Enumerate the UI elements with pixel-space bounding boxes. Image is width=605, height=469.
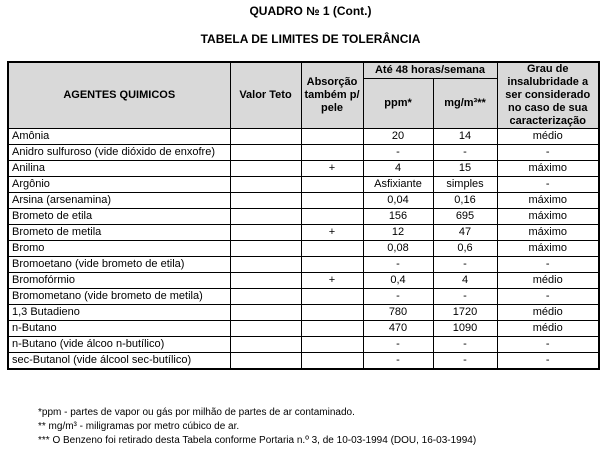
- cell-grau: máximo: [497, 209, 599, 225]
- cell-ppm: 20: [363, 129, 433, 145]
- cell-valor-teto: [230, 145, 301, 161]
- cell-agente: Brometo de etila: [8, 209, 230, 225]
- cell-absorcao-pele: [301, 145, 363, 161]
- cell-agente: Anidro sulfuroso (vide dióxido de enxofre): [8, 145, 230, 161]
- header-ppm: ppm*: [363, 79, 433, 129]
- header-ate-48h: Até 48 horas/semana: [363, 62, 497, 79]
- cell-agente: Brometo de metila: [8, 225, 230, 241]
- cell-ppm: 470: [363, 321, 433, 337]
- cell-agente: Bromometano (vide brometo de metila): [8, 289, 230, 305]
- cell-valor-teto: [230, 241, 301, 257]
- footnote-ppm: *ppm - partes de vapor ou gás por milhão de partes de ar contaminado.: [38, 407, 355, 418]
- cell-mgm3: -: [433, 145, 497, 161]
- table-row: [8, 321, 599, 337]
- cell-grau: máximo: [497, 225, 599, 241]
- cell-valor-teto: [230, 305, 301, 321]
- table-row: [8, 225, 599, 241]
- footnote-benzeno: *** O Benzeno foi retirado desta Tabela conforme Portaria n.º 3, de 10-03-1994 (DOU, 16-03-1994): [38, 435, 477, 446]
- cell-absorcao-pele: [301, 353, 363, 370]
- footnote-mgm3: ** mg/m³ - miligramas por metro cúbico de ar.: [38, 421, 240, 432]
- cell-grau: -: [497, 289, 599, 305]
- cell-agente: Bromo: [8, 241, 230, 257]
- cell-mgm3: 0,6: [433, 241, 497, 257]
- table-row: [8, 273, 599, 289]
- cell-valor-teto: [230, 177, 301, 193]
- cell-ppm: -: [363, 145, 433, 161]
- cell-mgm3: -: [433, 257, 497, 273]
- cell-ppm: 12: [363, 225, 433, 241]
- cell-absorcao-pele: [301, 129, 363, 145]
- cell-valor-teto: [230, 257, 301, 273]
- cell-valor-teto: [230, 129, 301, 145]
- cell-ppm: -: [363, 353, 433, 370]
- cell-ppm: -: [363, 289, 433, 305]
- cell-grau: máximo: [497, 241, 599, 257]
- cell-absorcao-pele: [301, 241, 363, 257]
- cell-grau: -: [497, 337, 599, 353]
- header-agentes: AGENTES QUIMICOS: [8, 62, 230, 129]
- cell-ppm: 0,04: [363, 193, 433, 209]
- cell-valor-teto: [230, 289, 301, 305]
- header-grau: Grau de insalubridade a ser considerado no caso de sua caracterização: [497, 62, 599, 129]
- cell-mgm3: 15: [433, 161, 497, 177]
- cell-mgm3: 14: [433, 129, 497, 145]
- cell-mgm3: 1090: [433, 321, 497, 337]
- table-row: [8, 337, 599, 353]
- cell-agente: Argônio: [8, 177, 230, 193]
- cell-ppm: 0,4: [363, 273, 433, 289]
- header-absorcao: Absorção também p/ pele: [301, 62, 363, 129]
- cell-absorcao-pele: [301, 337, 363, 353]
- cell-agente: 1,3 Butadieno: [8, 305, 230, 321]
- cell-ppm: 156: [363, 209, 433, 225]
- table-row: [8, 241, 599, 257]
- tolerance-table: [7, 61, 600, 370]
- cell-absorcao-pele: [301, 177, 363, 193]
- cell-ppm: Asfixiante: [363, 177, 433, 193]
- cell-absorcao-pele: +: [301, 273, 363, 289]
- cell-absorcao-pele: +: [301, 161, 363, 177]
- cell-agente: Arsina (arsenamina): [8, 193, 230, 209]
- table-row: [8, 193, 599, 209]
- cell-mgm3: 0,16: [433, 193, 497, 209]
- cell-agente: n-Butano: [8, 321, 230, 337]
- cell-mgm3: 4: [433, 273, 497, 289]
- cell-grau: médio: [497, 129, 599, 145]
- cell-agente: Bromofórmio: [8, 273, 230, 289]
- cell-agente: Anilina: [8, 161, 230, 177]
- cell-valor-teto: [230, 321, 301, 337]
- footnotes: [38, 406, 476, 448]
- header-mgm3: mg/m³**: [433, 79, 497, 129]
- table-row: [8, 161, 599, 177]
- cell-grau: -: [497, 177, 599, 193]
- cell-absorcao-pele: [301, 257, 363, 273]
- table-row: [8, 353, 599, 370]
- cell-agente: Amônia: [8, 129, 230, 145]
- cell-mgm3: simples: [433, 177, 497, 193]
- cell-mgm3: -: [433, 337, 497, 353]
- table-title: TABELA DE LIMITES DE TOLERÂNCIA: [200, 32, 421, 46]
- cell-mgm3: 1720: [433, 305, 497, 321]
- cell-absorcao-pele: [301, 321, 363, 337]
- cell-grau: -: [497, 353, 599, 370]
- cell-ppm: -: [363, 337, 433, 353]
- cell-ppm: 780: [363, 305, 433, 321]
- cell-agente: sec-Butanol (vide álcool sec-butílico): [8, 353, 230, 370]
- cell-mgm3: -: [433, 353, 497, 370]
- cell-grau: -: [497, 145, 599, 161]
- cell-valor-teto: [230, 273, 301, 289]
- cell-valor-teto: [230, 161, 301, 177]
- table-row: [8, 145, 599, 161]
- cell-mgm3: 47: [433, 225, 497, 241]
- cell-valor-teto: [230, 337, 301, 353]
- cell-valor-teto: [230, 193, 301, 209]
- cell-mgm3: -: [433, 289, 497, 305]
- table-row: [8, 177, 599, 193]
- page-title: QUADRO № 1 (Cont.): [249, 4, 372, 18]
- cell-agente: Bromoetano (vide brometo de etila): [8, 257, 230, 273]
- table-row: [8, 129, 599, 145]
- cell-absorcao-pele: [301, 305, 363, 321]
- cell-valor-teto: [230, 225, 301, 241]
- header-valor-teto: Valor Teto: [230, 62, 301, 129]
- cell-absorcao-pele: [301, 289, 363, 305]
- table-row: [8, 289, 599, 305]
- table-row: [8, 209, 599, 225]
- cell-valor-teto: [230, 209, 301, 225]
- cell-grau: máximo: [497, 161, 599, 177]
- cell-absorcao-pele: +: [301, 225, 363, 241]
- cell-grau: médio: [497, 321, 599, 337]
- cell-ppm: 0,08: [363, 241, 433, 257]
- cell-agente: n-Butano (vide álcoo n-butílico): [8, 337, 230, 353]
- cell-valor-teto: [230, 353, 301, 370]
- cell-grau: médio: [497, 273, 599, 289]
- cell-ppm: -: [363, 257, 433, 273]
- cell-grau: médio: [497, 305, 599, 321]
- cell-mgm3: 695: [433, 209, 497, 225]
- table-row: [8, 305, 599, 321]
- table-row: [8, 257, 599, 273]
- cell-absorcao-pele: [301, 209, 363, 225]
- cell-ppm: 4: [363, 161, 433, 177]
- cell-absorcao-pele: [301, 193, 363, 209]
- cell-grau: -: [497, 257, 599, 273]
- cell-grau: máximo: [497, 193, 599, 209]
